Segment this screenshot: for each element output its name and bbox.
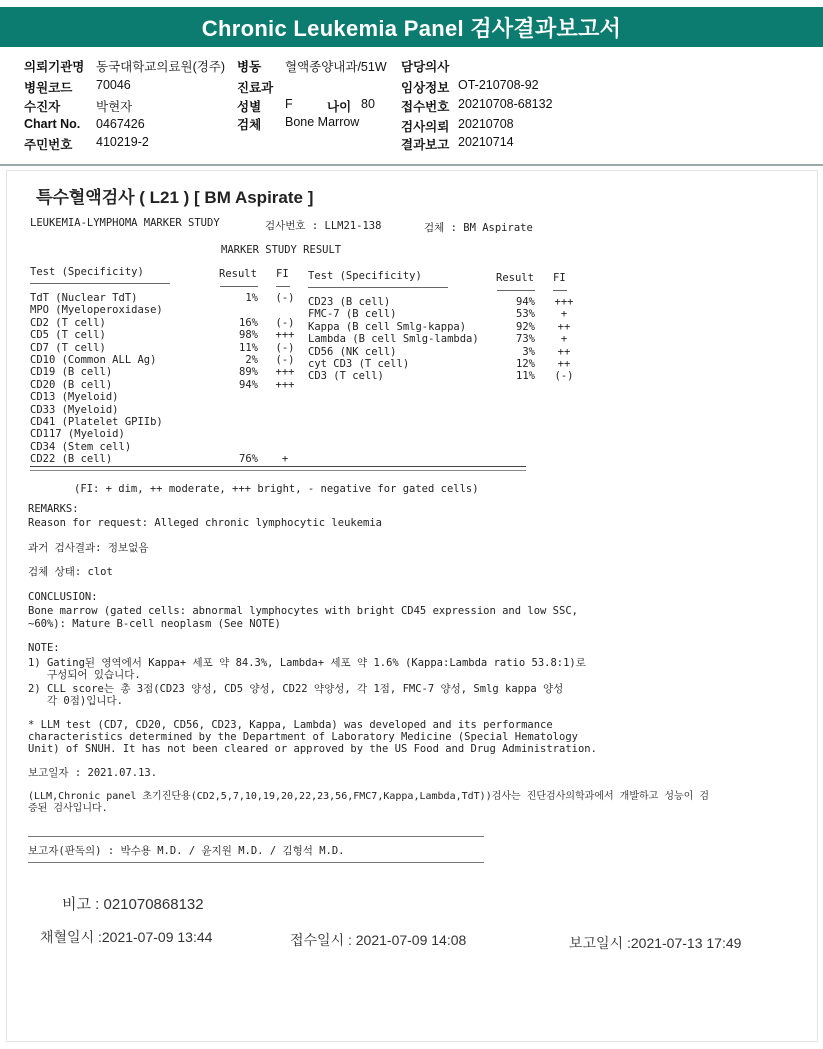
chart-value: 0467426 xyxy=(96,117,145,131)
patient-value: 박현자 xyxy=(96,100,133,114)
right-row-result-value: 3% xyxy=(522,345,535,358)
footer-remark: 비고 : 021070868132 xyxy=(62,896,204,913)
col-test-left: Test (Specificity) xyxy=(30,266,144,278)
institution-value: 동국대학교의료원(경주) xyxy=(96,60,226,74)
llm-line-2: characteristics determined by the Department of Laboratory Medicine (Special Hematology xyxy=(28,731,578,743)
right-row-test-name: CD3 (T cell) xyxy=(308,370,384,383)
report-title-banner xyxy=(0,7,823,47)
left-row-test-name: CD7 (T cell) xyxy=(30,341,106,354)
receipt-value: 20210708-68132 xyxy=(458,97,553,111)
left-row-result-value: 76% xyxy=(239,453,258,466)
diagnostic-note-line-1: (LLM,Chronic panel 초기진단용(CD2,5,7,10,19,20,22,23,56,FMC7,Kappa,Lambda,TdT))검사는 진단검사의학과에서 개발하고 성능이 검 xyxy=(28,791,709,802)
doctor-label: 담당의사 xyxy=(401,60,450,74)
right-row-result-value: 94% xyxy=(516,296,535,308)
reporter-top-rule xyxy=(28,836,484,837)
left-row-fi-value: +++ xyxy=(275,378,295,391)
report-value: 20210714 xyxy=(458,135,514,149)
note-2-line-1: 2) CLL score는 총 3점(CD23 양성, CD5 양성, CD22 약양성, 각 1점, FMC-7 양성, Smlg kappa 양성 xyxy=(28,683,564,695)
institution-label: 의뢰기관명 xyxy=(24,60,85,74)
previous-result: 과거 검사결과: 정보없음 xyxy=(28,542,149,554)
reporter: 보고자(판독의) : 박수용 M.D. / 윤지원 M.D. / 김형석 M.D. xyxy=(28,845,345,857)
left-row-test-name: CD2 (T cell) xyxy=(30,316,106,329)
left-row-test-name: CD19 (B cell) xyxy=(30,366,113,379)
sex-value: F xyxy=(285,97,293,111)
right-row-fi-value: ++ xyxy=(557,320,571,333)
underline-fi-right xyxy=(553,290,567,291)
left-row-fi-value: + xyxy=(281,453,289,466)
left-row-result-value: 98% xyxy=(239,329,258,342)
left-row-test-name: CD117 (Myeloid) xyxy=(30,428,125,441)
received-time: 접수일시 : 2021-07-09 14:08 xyxy=(290,932,467,948)
left-row-test-name: CD20 (B cell) xyxy=(30,378,113,391)
left-row-result-value: 11% xyxy=(239,341,258,354)
remarks-label: REMARKS: xyxy=(28,503,79,515)
receipt-label: 접수번호 xyxy=(401,100,450,114)
left-row-result-value: 94% xyxy=(239,378,258,391)
resident-value: 410219-2 xyxy=(96,135,149,149)
conclusion-label: CONCLUSION: xyxy=(28,591,98,603)
right-row-test-name: FMC-7 (B cell) xyxy=(308,308,397,321)
note-2-line-2: 각 0점)입니다. xyxy=(28,695,123,707)
llm-line-1: * LLM test (CD7, CD20, CD56, CD23, Kappa, Lambda) was developed and its performance xyxy=(28,719,553,731)
underline-test-left xyxy=(30,283,170,284)
report-title: Chronic Leukemia Panel 검사결과보고서 xyxy=(201,15,622,41)
header-separator xyxy=(0,164,823,166)
clinical-value: OT-210708-92 xyxy=(458,78,539,92)
left-row-test-name: TdT (Nuclear TdT) xyxy=(30,292,138,304)
note-1-line-1: 1) Gating된 영역에서 Kappa+ 세포 약 84.3%, Lambda+ 세포 약 1.6% (Kappa:Lambda ratio 53.8:1)로 xyxy=(28,657,586,669)
left-row-test-name: CD13 (Myeloid) xyxy=(30,391,119,404)
ward-label: 병동 xyxy=(237,60,262,74)
note-1-line-2: 구성되어 있습니다. xyxy=(28,669,141,681)
exam-number: 검사번호 : LLM21-138 xyxy=(265,220,382,232)
right-row-result-value: 12% xyxy=(516,358,535,370)
note-label: NOTE: xyxy=(28,642,60,654)
left-row-fi-value: (-) xyxy=(275,354,295,366)
right-row-fi-value: + xyxy=(560,333,568,346)
collected-time: 채혈일시 :2021-07-09 13:44 xyxy=(40,929,213,945)
resident-label: 주민번호 xyxy=(24,138,73,152)
specimen-label: 검체 xyxy=(237,118,262,132)
right-row-fi-value: ++ xyxy=(557,345,571,358)
study-specimen: 검체 : BM Aspirate xyxy=(424,222,533,234)
underline-test-right xyxy=(308,287,448,288)
left-row-result-value: 2% xyxy=(245,354,258,366)
right-row-test-name: CD23 (B cell) xyxy=(308,296,391,308)
ward-value: 혈액종양내과/51W xyxy=(285,60,387,74)
table-bottom-rule xyxy=(30,466,526,467)
right-row-test-name: Lambda (B cell Smlg-lambda) xyxy=(308,333,479,346)
right-row-test-name: Kappa (B cell Smlg-kappa) xyxy=(308,320,467,333)
report-date: 보고일자 : 2021.07.13. xyxy=(28,767,158,779)
report-label: 결과보고 xyxy=(401,138,450,152)
conclusion-line-1: Bone marrow (gated cells: abnormal lymphocytes with bright CD45 expression and low SSC, xyxy=(28,605,578,617)
col-test-right: Test (Specificity) xyxy=(308,270,422,282)
left-row-test-name: CD10 (Common ALL Ag) xyxy=(30,354,157,366)
study-title: LEUKEMIA-LYMPHOMA MARKER STUDY xyxy=(30,217,220,229)
chart-label: Chart No. xyxy=(24,117,81,131)
left-row-test-name: CD41 (Platelet GPIIb) xyxy=(30,416,163,428)
right-row-fi-value: +++ xyxy=(554,296,574,308)
right-row-result-value: 11% xyxy=(516,370,535,383)
fi-legend: (FI: + dim, ++ moderate, +++ bright, - negative for gated cells) xyxy=(74,483,479,495)
specimen-value: Bone Marrow xyxy=(285,115,360,129)
col-fi-left: FI xyxy=(276,268,289,280)
right-row-test-name: cyt CD3 (T cell) xyxy=(308,358,410,370)
right-row-fi-value: (-) xyxy=(554,370,574,383)
reporter-bottom-rule xyxy=(28,862,484,863)
dept-label: 진료과 xyxy=(237,81,274,95)
specimen-status: 검체 상태: clot xyxy=(28,566,113,578)
age-label: 나이 xyxy=(327,100,352,114)
result-title: MARKER STUDY RESULT xyxy=(221,244,342,256)
left-row-fi-value: (-) xyxy=(275,341,295,354)
left-row-result-value: 16% xyxy=(239,316,258,329)
right-row-result-value: 53% xyxy=(516,308,535,321)
table-bottom-rule-2 xyxy=(30,470,526,471)
left-row-test-name: CD34 (Stem cell) xyxy=(30,440,132,453)
left-row-fi-value: +++ xyxy=(275,366,295,379)
underline-result-left xyxy=(220,286,258,287)
underline-result-right xyxy=(497,290,535,291)
sex-label: 성별 xyxy=(237,100,262,114)
col-result-left: Result xyxy=(219,268,257,280)
request-value: 20210708 xyxy=(458,117,514,131)
left-row-fi-value: +++ xyxy=(275,329,295,342)
left-row-fi-value: (-) xyxy=(275,316,295,329)
age-value: 80 xyxy=(361,97,375,111)
diagnostic-note-line-2: 증된 검사입니다. xyxy=(28,803,108,814)
hospital-code-label: 병원코드 xyxy=(24,81,73,95)
right-row-result-value: 73% xyxy=(516,333,535,346)
section-title: 특수혈액검사 ( L21 ) [ BM Aspirate ] xyxy=(36,188,314,207)
left-row-fi-value: (-) xyxy=(275,292,295,304)
patient-label: 수진자 xyxy=(24,100,61,114)
col-result-right: Result xyxy=(496,272,534,284)
left-row-test-name: CD22 (B cell) xyxy=(30,453,113,466)
left-row-result-value: 89% xyxy=(239,366,258,379)
left-row-test-name: CD33 (Myeloid) xyxy=(30,403,119,416)
underline-fi-left xyxy=(276,286,290,287)
right-row-fi-value: ++ xyxy=(557,358,571,370)
request-label: 검사의뢰 xyxy=(401,120,450,134)
remarks-reason: Reason for request: Alleged chronic lymphocytic leukemia xyxy=(28,517,383,529)
left-row-result-value: 1% xyxy=(245,292,258,304)
left-row-test-name: MPO (Myeloperoxidase) xyxy=(30,304,163,317)
clinical-label: 임상정보 xyxy=(401,81,450,95)
hospital-code-value: 70046 xyxy=(96,78,131,92)
col-fi-right: FI xyxy=(553,272,566,284)
llm-line-3: Unit) of SNUH. It has not been cleared or approved by the US Food and Drug Administration. xyxy=(28,743,597,755)
conclusion-line-2: ~60%): Mature B-cell neoplasm (See NOTE) xyxy=(28,618,281,630)
reported-time: 보고일시 :2021-07-13 17:49 xyxy=(569,935,742,951)
right-row-test-name: CD56 (NK cell) xyxy=(308,345,397,358)
right-row-fi-value: + xyxy=(560,308,568,321)
left-row-test-name: CD5 (T cell) xyxy=(30,329,106,342)
right-row-result-value: 92% xyxy=(516,320,535,333)
